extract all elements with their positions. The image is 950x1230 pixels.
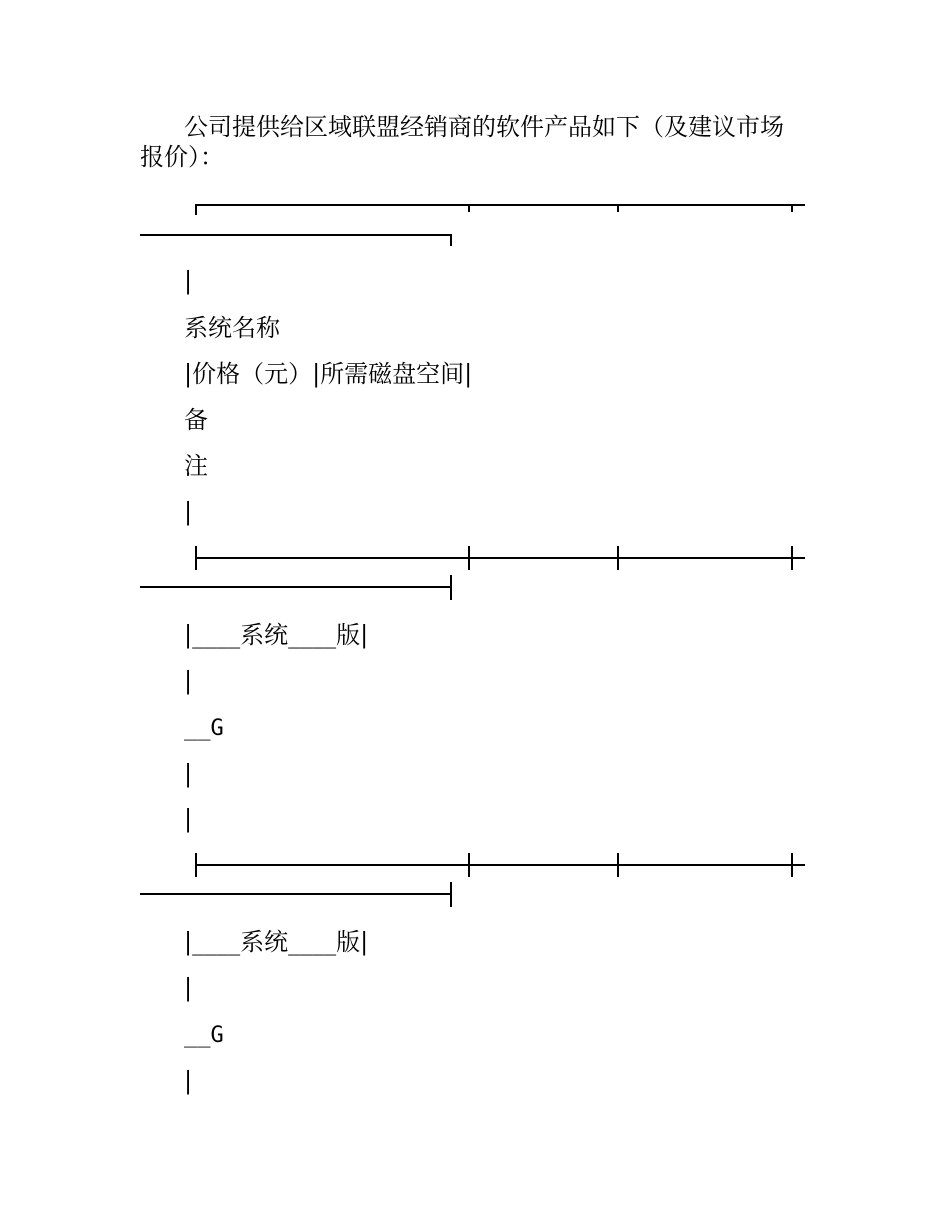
row-2-bar-a: | bbox=[184, 974, 193, 1002]
header-col-remark-1: 备 bbox=[184, 406, 208, 434]
row-1-bar-a: | bbox=[184, 667, 193, 695]
row-2-disk-cell: __G bbox=[184, 1023, 224, 1048]
table-row-separator bbox=[0, 543, 950, 605]
row-1-name-cell: |____系统____版| bbox=[184, 621, 369, 649]
table-row-separator bbox=[0, 850, 950, 912]
row-1-bar-c: | bbox=[184, 805, 193, 833]
intro-line-1: 公司提供给区域联盟经销商的软件产品如下（及建议市场 bbox=[184, 113, 784, 141]
row-1-disk-cell: __G bbox=[184, 716, 224, 741]
row-2-bar-b: | bbox=[184, 1067, 193, 1095]
row-2-name-cell: |____系统____版| bbox=[184, 928, 369, 956]
header-bar-open: | bbox=[184, 267, 193, 295]
header-col-remark-2: 注 bbox=[184, 452, 208, 480]
intro-line-2: 报价）： bbox=[140, 143, 224, 171]
header-col-system-name: 系统名称 bbox=[184, 314, 280, 342]
header-col-price-disk: |价格（元）|所需磁盘空间| bbox=[184, 360, 473, 388]
header-bar-close: | bbox=[184, 498, 193, 526]
table-top-border bbox=[0, 195, 950, 251]
row-1-bar-b: | bbox=[184, 760, 193, 788]
